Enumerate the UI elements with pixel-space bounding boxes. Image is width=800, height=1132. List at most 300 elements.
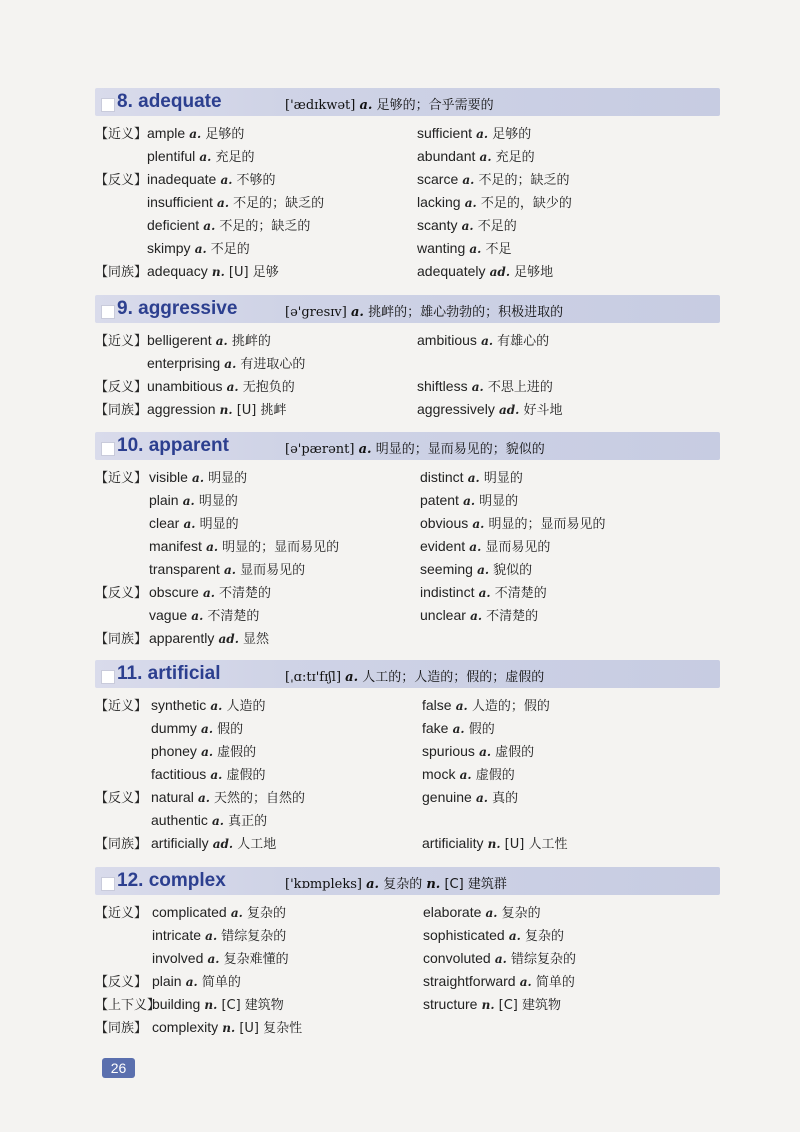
part-of-speech: a. [194,242,207,256]
related-word-left [151,833,276,852]
related-meaning: 显而易见的 [240,563,306,578]
related-meaning: 不清楚的 [219,586,272,601]
meaning: 人工的；人造的；假的；虚假的 [362,670,545,685]
related-word-left [147,123,244,142]
related-word-right [417,169,569,188]
relation-row [95,166,720,189]
related-word: plentiful [147,148,196,164]
related-word-right [417,123,531,142]
headword-definition [285,301,563,320]
related-word-left [149,628,269,647]
related-meaning: [U] 人工性 [504,837,568,852]
related-word-left [149,490,238,509]
related-meaning: 显然 [243,632,270,647]
related-word: artificially [151,835,209,851]
related-meaning: 不思上进的 [487,380,553,395]
related-word: wanting [417,240,466,256]
related-meaning: 虚假的 [495,745,535,760]
part-of-speech: ad. [212,837,234,851]
relation-row [95,327,720,350]
related-meaning: 人造的 [226,699,266,714]
part-of-speech: a. [201,745,214,759]
related-word-left [147,192,324,211]
word-relations [95,692,720,853]
related-meaning: 明显的；显而易见的 [222,540,340,555]
related-word: lacking [417,194,461,210]
entry-header-bar [95,295,720,323]
related-word-right [417,261,553,280]
related-meaning: 简单的 [201,975,241,990]
part-of-speech: a. [210,699,223,713]
headword-definition [285,873,507,892]
related-word: belligerent [147,332,212,348]
related-word-left [149,467,247,486]
related-word-left [151,810,267,829]
relation-tag: 【近义】 [95,334,148,349]
part-of-speech: a. [185,975,198,989]
part-of-speech: a. [359,98,373,113]
relation-tag: 【反义】 [95,586,148,601]
related-word: skimpy [147,240,191,256]
part-of-speech: n. [222,1021,236,1035]
part-of-speech: n. [219,403,233,417]
part-of-speech: a. [478,586,491,600]
related-word-left [152,1017,302,1036]
headword-definition [285,94,494,113]
related-word: inadequate [147,171,217,187]
relation-tag: 【近义】 [95,127,148,142]
headword: 9. aggressive [117,298,238,319]
related-meaning: 明显的 [199,517,239,532]
related-meaning: 充足的 [215,150,255,165]
relation-row [95,922,720,945]
related-word: building [152,996,201,1012]
phonetic: ['kɒmpleks] [285,877,362,892]
related-word: patent [420,492,459,508]
related-word: authentic [151,812,208,828]
related-meaning: 人造的；假的 [471,699,550,714]
phonetic: [ə'pærənt] [285,442,355,457]
related-meaning: 明显的；显而易见的 [488,517,606,532]
related-meaning: 足够的 [492,127,532,142]
related-word-left [149,605,259,624]
part-of-speech: a. [182,494,195,508]
part-of-speech: a. [470,609,483,623]
relation-tag: 【反义】 [95,791,148,806]
related-word-right [422,787,518,806]
related-meaning: 天然的；自然的 [214,791,306,806]
related-word: convoluted [423,950,491,966]
related-word: manifest [149,538,202,554]
related-meaning: 不清楚的 [494,586,547,601]
entry-header-bar [95,88,720,116]
related-meaning: 简单的 [535,975,575,990]
related-word-right [420,513,606,532]
part-of-speech: a. [210,768,223,782]
meaning: [C] 建筑群 [444,877,507,892]
related-word-right [420,559,532,578]
related-word-left [151,718,243,737]
related-word: abundant [417,148,476,164]
part-of-speech: n. [426,877,441,892]
related-word-left [151,787,305,806]
word-relations [95,464,720,648]
part-of-speech: n. [481,998,495,1012]
relation-row [95,258,720,281]
related-meaning: 假的 [217,722,244,737]
related-word-right [423,925,564,944]
relation-row [95,830,720,853]
part-of-speech: a. [191,609,204,623]
relation-row [95,212,720,235]
entry-complex [95,867,720,1037]
related-word: intricate [152,927,202,943]
related-word: clear [149,515,180,531]
part-of-speech: n. [211,265,225,279]
relation-row [95,807,720,830]
related-word: sophisticated [423,927,505,943]
relation-row [95,738,720,761]
part-of-speech: a. [472,517,485,531]
related-word-left [152,994,284,1013]
related-word: straightforward [423,973,516,989]
relation-row [95,602,720,625]
related-word: complexity [152,1019,219,1035]
related-word-right [417,399,562,418]
related-meaning: 明显的 [483,471,523,486]
word-relations [95,899,720,1037]
relation-tag: 【反义】 [95,173,148,188]
part-of-speech: a. [220,173,233,187]
related-meaning: 人工地 [237,837,277,852]
related-word: genuine [422,789,472,805]
part-of-speech: a. [183,517,196,531]
entry-artificial [95,660,720,853]
entry-header-bar [95,867,720,895]
related-word-right [417,192,572,211]
relation-row [95,715,720,738]
part-of-speech: a. [479,150,492,164]
related-word: seeming [420,561,473,577]
related-word: distinct [420,469,464,485]
part-of-speech: a. [476,127,489,141]
related-meaning: 有进取心的 [240,357,306,372]
related-word: synthetic [151,697,207,713]
relation-tag: 【同族】 [95,632,148,647]
related-word-right [417,238,512,257]
related-word-right [417,330,549,349]
part-of-speech: a. [189,127,202,141]
related-meaning: [C] 建筑物 [221,998,284,1013]
relation-row [95,968,720,991]
related-word-left [147,330,271,349]
meaning: 挑衅的；雄心勃勃的；积极进取的 [368,305,564,320]
relation-tag: 【同族】 [95,403,148,418]
related-meaning: 足够的 [205,127,245,142]
part-of-speech: a. [471,380,484,394]
part-of-speech: a. [508,929,521,943]
relation-row [95,625,720,648]
related-meaning: 明显的 [208,471,248,486]
headword-definition [285,666,544,685]
part-of-speech: a. [469,242,482,256]
relation-row [95,533,720,556]
part-of-speech: a. [459,768,472,782]
related-meaning: 不足的 [210,242,250,257]
related-meaning: 足够地 [514,265,554,280]
page-number: 26 [102,1058,135,1078]
related-word-right [417,146,535,165]
related-meaning: 不清楚的 [207,609,260,624]
related-word: spurious [422,743,475,759]
related-word: enterprising [147,355,221,371]
related-word: plain [149,492,179,508]
related-word: ample [147,125,186,141]
related-word: natural [151,789,194,805]
part-of-speech: a. [199,150,212,164]
related-word-right [417,376,553,395]
related-word-right [417,215,517,234]
part-of-speech: a. [201,722,213,736]
relation-tag: 【上下义】 [95,998,161,1013]
headword: 8. adequate [117,91,222,112]
related-word: unambitious [147,378,223,394]
relation-row [95,945,720,968]
related-word: dummy [151,720,197,736]
related-word: vague [149,607,188,623]
relation-tag: 【同族】 [95,265,148,280]
related-word: mock [422,766,456,782]
related-word-right [423,902,541,921]
part-of-speech: a. [206,540,219,554]
related-word: sufficient [417,125,472,141]
relation-row [95,784,720,807]
part-of-speech: a. [467,471,480,485]
related-meaning: 复杂的 [246,906,286,921]
word-relations [95,327,720,419]
checkbox-square-icon [101,98,115,112]
related-word: elaborate [423,904,482,920]
relation-row [95,556,720,579]
part-of-speech: a. [463,494,476,508]
related-meaning: 貌似的 [493,563,533,578]
part-of-speech: a. [475,791,488,805]
related-word: structure [423,996,478,1012]
relation-row [95,464,720,487]
related-meaning: 充足的 [495,150,535,165]
part-of-speech: n. [204,998,218,1012]
part-of-speech: a. [203,219,216,233]
related-word: factitious [151,766,207,782]
checkbox-square-icon [101,442,115,456]
relation-row [95,143,720,166]
relation-row [95,761,720,784]
related-word-left [152,925,286,944]
related-meaning: 复杂的 [524,929,564,944]
related-word: scanty [417,217,458,233]
relation-row [95,692,720,715]
related-word: visible [149,469,188,485]
part-of-speech: a. [455,699,468,713]
meaning: 明显的；显而易见的；貌似的 [375,442,545,457]
related-word: apparently [149,630,215,646]
entry-header-bar [95,660,720,688]
phonetic: ['ædɪkwət] [285,98,356,113]
part-of-speech: ad. [218,632,239,646]
relation-tag: 【同族】 [95,1021,148,1036]
related-word-left [152,971,241,990]
headword: 11. artificial [117,663,221,684]
related-meaning: 虚假的 [475,768,515,783]
headword: 12. complex [117,870,226,891]
part-of-speech: a. [358,442,372,457]
related-word-right [422,718,495,737]
part-of-speech: a. [205,929,218,943]
related-meaning: 明显的 [198,494,238,509]
related-word-left [149,536,339,555]
part-of-speech: a. [207,952,220,966]
part-of-speech: a. [452,722,465,736]
related-word: unclear [420,607,466,623]
related-word: scarce [417,171,459,187]
checkbox-square-icon [101,305,115,319]
part-of-speech: a. [230,906,243,920]
related-word-left [147,238,250,257]
related-meaning: [U] 挑衅 [236,403,287,418]
part-of-speech: a. [350,305,364,320]
related-meaning: 真正的 [228,814,268,829]
relation-tag: 【近义】 [95,906,148,921]
part-of-speech: a. [366,877,380,892]
part-of-speech: a. [461,219,474,233]
related-word: complicated [152,904,227,920]
related-meaning: 错综复杂的 [221,929,287,944]
relation-row [95,120,720,143]
related-meaning: 真的 [492,791,519,806]
related-meaning: 不清楚的 [486,609,539,624]
relation-row [95,350,720,373]
part-of-speech: a. [485,906,498,920]
related-meaning: 不足的；缺乏的 [478,173,570,188]
related-word: adequately [417,263,486,279]
phonetic: [ˌɑ:tɪ'fɪʃl] [285,670,342,685]
related-word-right [422,741,534,760]
related-meaning: 好斗地 [523,403,563,418]
relation-row [95,373,720,396]
part-of-speech: a. [226,380,239,394]
part-of-speech: a. [197,791,210,805]
related-word: evident [420,538,466,554]
related-word: ambitious [417,332,477,348]
relation-row [95,991,720,1014]
part-of-speech: a. [464,196,477,210]
related-meaning: 不足的，缺少的 [480,196,572,211]
related-word: phoney [151,743,197,759]
part-of-speech: n. [487,837,501,851]
meaning: 足够的；合乎需要的 [376,98,494,113]
related-word: transparent [149,561,220,577]
entry-aggressive [95,295,720,419]
related-word: aggression [147,401,216,417]
related-word-right [420,582,547,601]
headword-definition [285,438,545,457]
part-of-speech: a. [211,814,224,828]
related-meaning: 挑衅的 [231,334,271,349]
related-meaning: 无抱负的 [242,380,295,395]
related-meaning: 明显的 [479,494,519,509]
meaning: 复杂的 [383,877,423,892]
related-meaning: 不足的 [477,219,517,234]
relation-row [95,510,720,533]
related-word: artificiality [422,835,484,851]
part-of-speech: a. [477,563,490,577]
entry-header-bar [95,432,720,460]
part-of-speech: ad. [498,403,520,417]
related-word: adequacy [147,263,208,279]
phonetic: [ə'gresɪv] [285,305,347,320]
related-word: obscure [149,584,199,600]
related-word-left [147,376,295,395]
related-word: shiftless [417,378,468,394]
related-meaning: [U] 复杂性 [239,1021,303,1036]
related-word-right [422,764,515,783]
related-word-right [420,605,538,624]
related-word-right [422,833,567,852]
related-word-left [149,559,305,578]
headword: 10. apparent [117,435,229,456]
part-of-speech: a. [217,196,229,210]
related-word-left [147,169,276,188]
relation-tag: 【近义】 [95,471,148,486]
related-word: insufficient [147,194,213,210]
related-word: plain [152,973,182,989]
checkbox-square-icon [101,877,115,891]
relation-tag: 【近义】 [95,699,148,714]
related-word-left [149,582,271,601]
relation-tag: 【同族】 [95,837,148,852]
related-word-left [151,764,266,783]
related-meaning: 有雄心的 [497,334,550,349]
related-word-left [151,741,256,760]
related-meaning: 不够的 [236,173,276,188]
related-meaning: 不足的；缺乏的 [233,196,325,211]
related-word-right [423,994,561,1013]
part-of-speech: a. [224,357,237,371]
part-of-speech: a. [345,670,359,685]
related-word: aggressively [417,401,495,417]
part-of-speech: a. [223,563,236,577]
related-word-right [423,971,575,990]
relation-row [95,235,720,258]
part-of-speech: a. [479,745,492,759]
related-meaning: 复杂的 [501,906,541,921]
related-word: obvious [420,515,469,531]
related-meaning: 复杂难懂的 [223,952,289,967]
related-meaning: [C] 建筑物 [498,998,562,1013]
part-of-speech: a. [215,334,228,348]
related-word-left [147,215,310,234]
related-meaning: 假的 [468,722,495,737]
relation-row [95,899,720,922]
relation-row [95,1014,720,1037]
related-word-left [149,513,239,532]
related-word-left [151,695,266,714]
relation-row [95,396,720,419]
related-word-right [422,695,550,714]
part-of-speech: ad. [489,265,510,279]
related-word-left [147,399,286,418]
related-word: deficient [147,217,200,233]
